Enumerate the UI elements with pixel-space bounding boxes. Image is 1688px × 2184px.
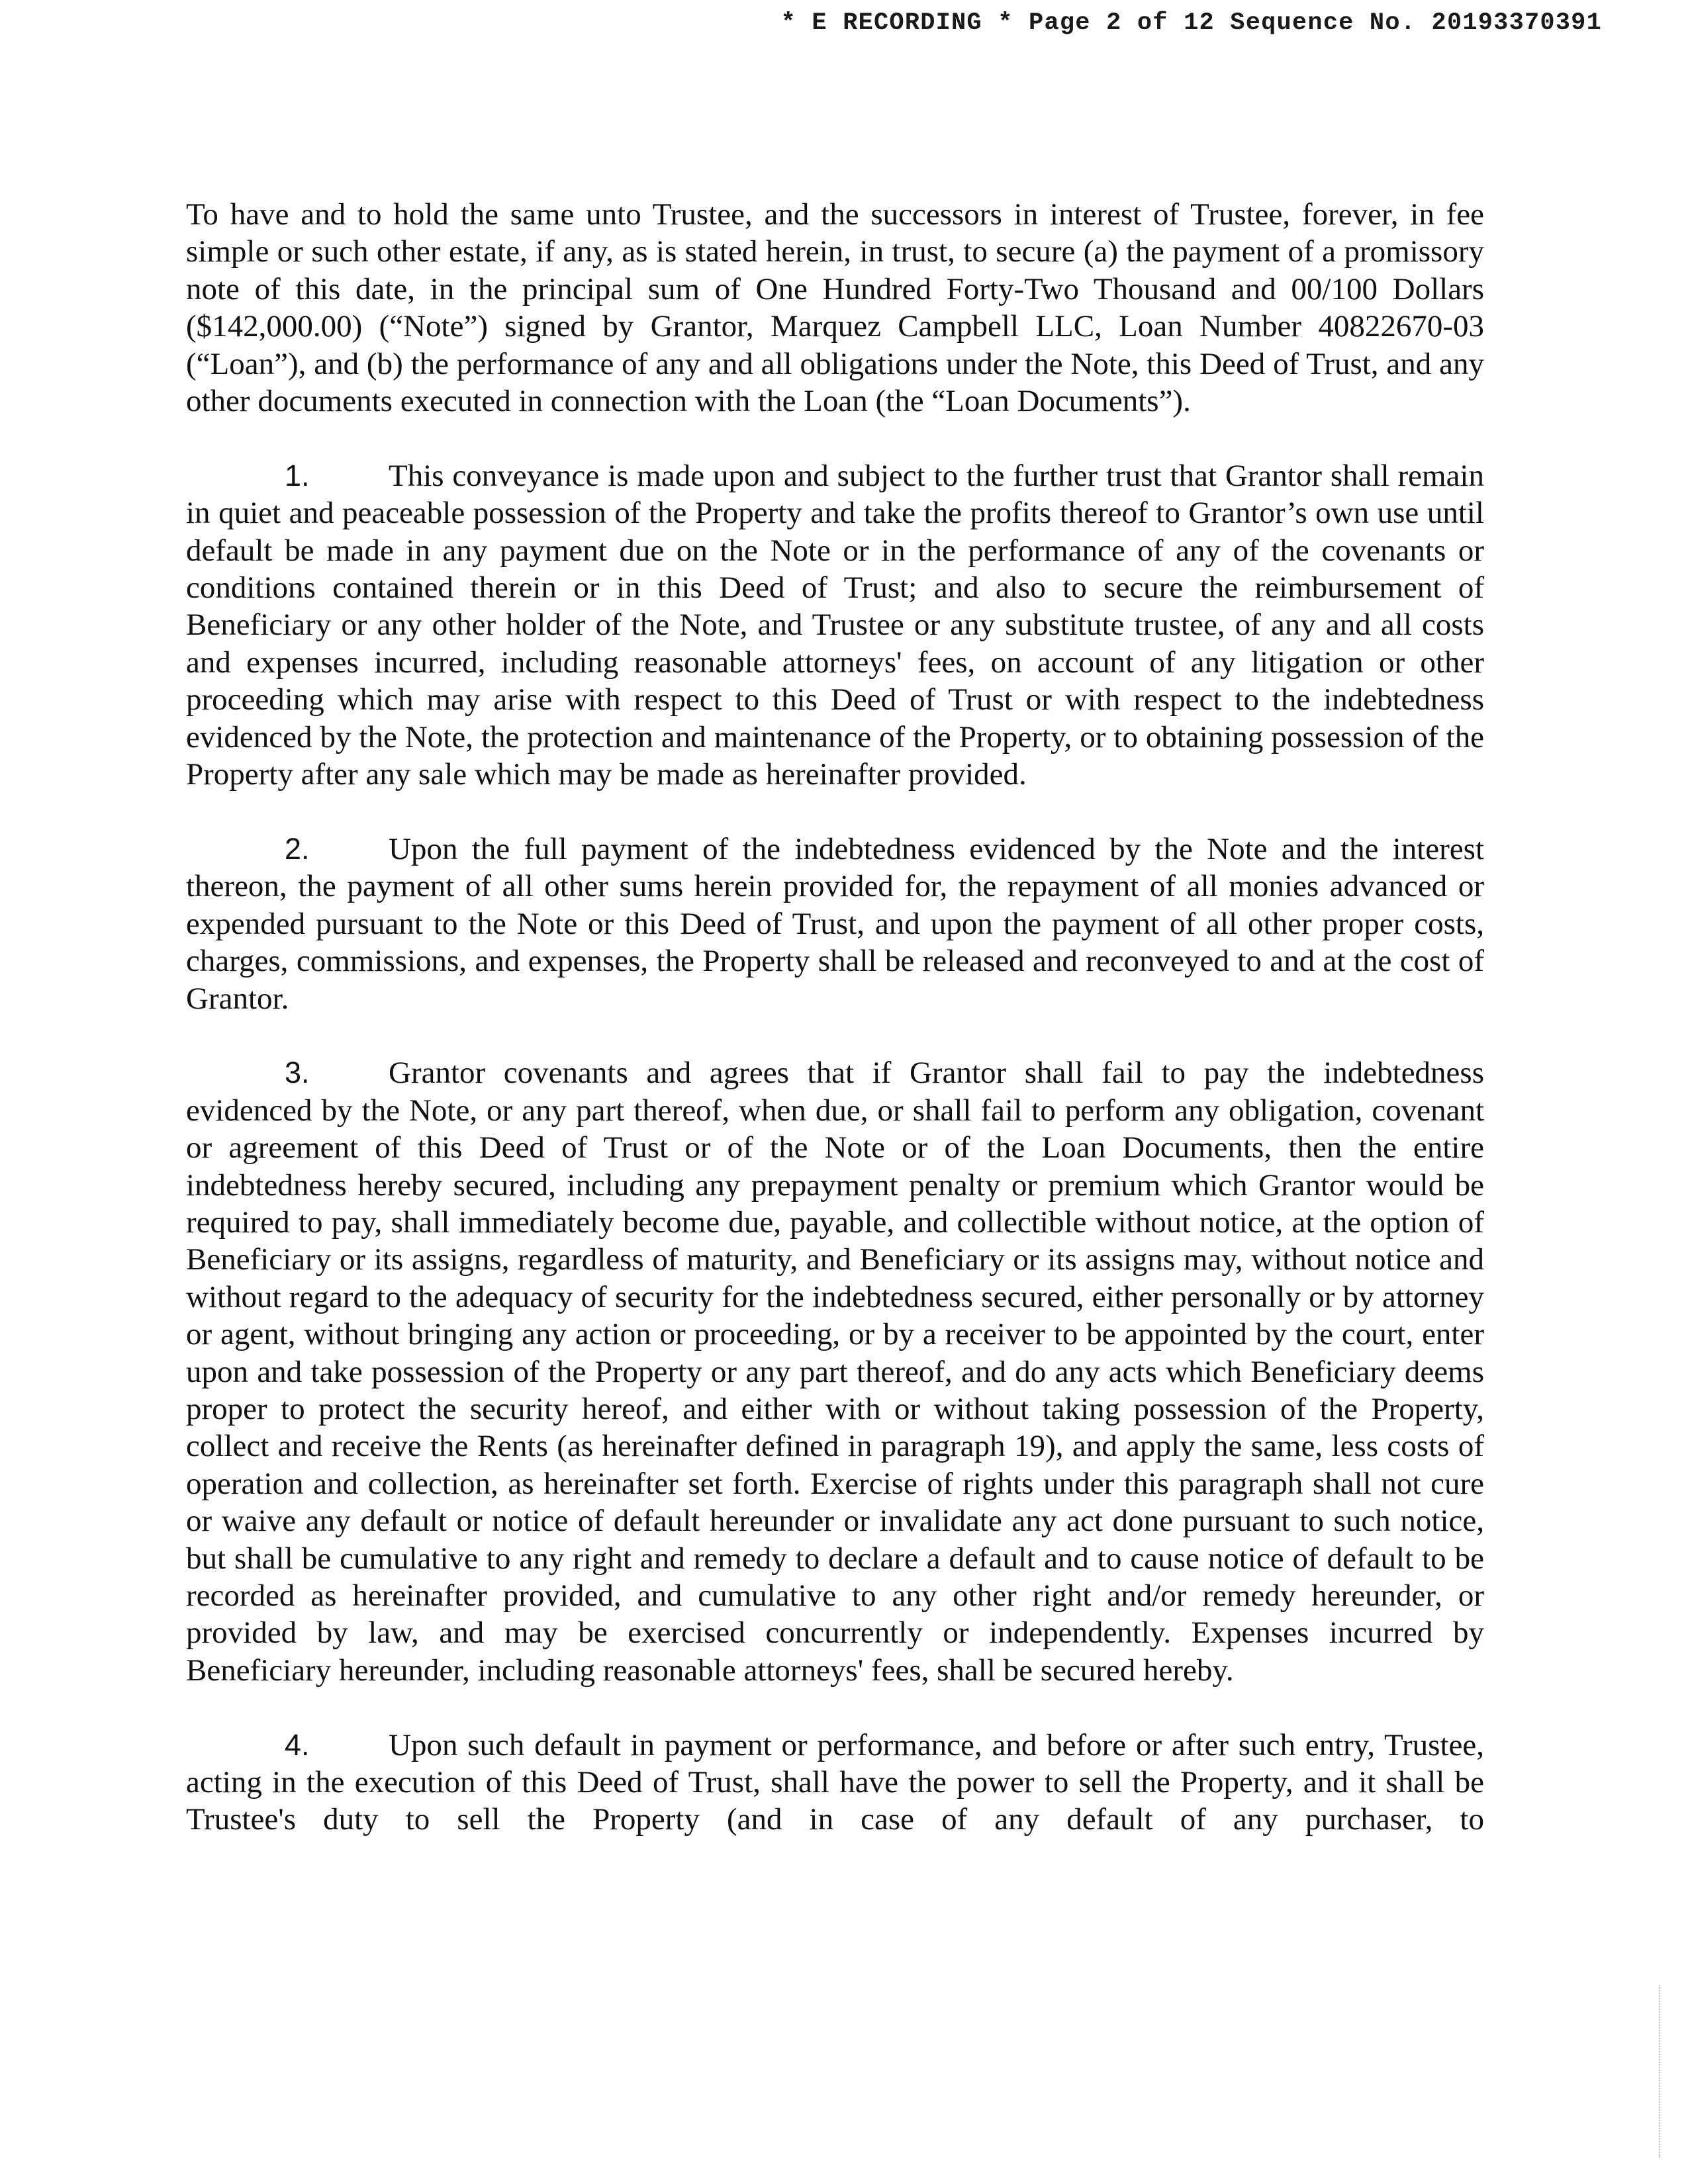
paragraph-number: 2. — [285, 831, 310, 866]
intro-paragraph: To have and to hold the same unto Trustee, and the successors in interest of Trustee, forever, in fee simple or such other estate, if any, as is stated herein, in trust, to secure (a) the payment of a promissory note of this date, in the principal sum of One Hundred Forty-Two Thousand and 00/100 Dollars ($142,000.00) (“Note”) signed by Grantor, Marquez Campbell LLC, Loan Number 40822670-03 (“Loan”), and (b) the performance of any and all obligations under the Note, this Deed of Trust, and any other documents executed in connection with the Loan (the “Loan Documents”). — [186, 197, 1484, 419]
numbered-paragraph-4 — [186, 1727, 1484, 1839]
paragraph-number: 3. — [285, 1056, 310, 1090]
numbered-paragraph-3 — [186, 1054, 1484, 1689]
numbered-paragraph-1 — [186, 457, 1484, 794]
paragraph-text: Upon such default in payment or performance, and before or after such entry, Trustee, acting in the execution of this Deed of Trust, shall have the power to sell the Property, and it shall be Trustee's duty to sell the Property (and in case of any default of any purchaser, to — [186, 1727, 1484, 1837]
paragraph-text: Upon the full payment of the indebtedness evidenced by the Note and the interest thereon, the payment of all other sums herein provided for, the repayment of all monies advanced or expended pursuant to the Note or this Deed of Trust, and upon the payment of all other proper costs, charges, commissions, and expenses, the Property shall be released and reconveyed to and at the cost of Grantor. — [186, 831, 1484, 1016]
scan-edge-marks — [1659, 1985, 1663, 2158]
numbered-paragraph-2 — [186, 831, 1484, 1017]
paragraph-text: This conveyance is made upon and subject to the further trust that Grantor shall remain in quiet and peaceable possession of the Property and take the profits thereof to Grantor’s own use until default be made in any payment due on the Note or in the performance of any of the covenants or conditions contained therein or in this Deed of Trust; and also to secure the reimbursement of Beneficiary or any other holder of the Note, and Trustee or any substitute trustee, of any and all costs and expenses incurred, including reasonable attorneys' fees, on account of any litigation or other proceeding which may arise with respect to this Deed of Trust or with respect to the indebtedness evidenced by the Note, the protection and maintenance of the Property, or to obtaining possession of the Property after any sale which may be made as hereinafter provided. — [186, 458, 1484, 792]
document-body — [186, 196, 1484, 1876]
paragraph-number: 4. — [285, 1727, 310, 1762]
recording-header: * E RECORDING * Page 2 of 12 Sequence No. 20193370391 — [780, 9, 1602, 37]
paragraph-text: Grantor covenants and agrees that if Grantor shall fail to pay the indebtedness evidenced by the Note, or any part thereof, when due, or shall fail to perform any obligation, covenant or agreement of this Deed of Trust or of the Note or of the Loan Documents, then the entire indebtedness hereby secured, including any prepayment penalty or premium which Grantor would be required to pay, shall immediately become due, payable, and collectible without notice, at the option of Beneficiary or its assigns, regardless of maturity, and Beneficiary or its assigns may, without notice and without regard to the adequacy of security for the indebtedness secured, either personally or by attorney or agent, without bringing any action or proceeding, or by a receiver to be appointed by the court, enter upon and take possession of the Property or any part thereof, and do any acts which Beneficiary deems proper to protect the security hereof, and either with or without taking possession of the Property, collect and receive the Rents (as hereinafter defined in paragraph 19), and apply the same, less costs of operation and collection, as hereinafter set forth. Exercise of rights under this paragraph shall not cure or waive any default or notice of default hereunder or invalidate any act done pursuant to such notice, but shall be cumulative to any right and remedy to declare a default and to cause notice of default to be recorded as hereinafter provided, and cumulative to any other right and/or remedy hereunder, or provided by law, and may be exercised concurrently or independently. Expenses incurred by Beneficiary hereunder, including reasonable attorneys' fees, shall be secured hereby. — [186, 1056, 1484, 1688]
paragraph-number: 1. — [285, 458, 310, 492]
